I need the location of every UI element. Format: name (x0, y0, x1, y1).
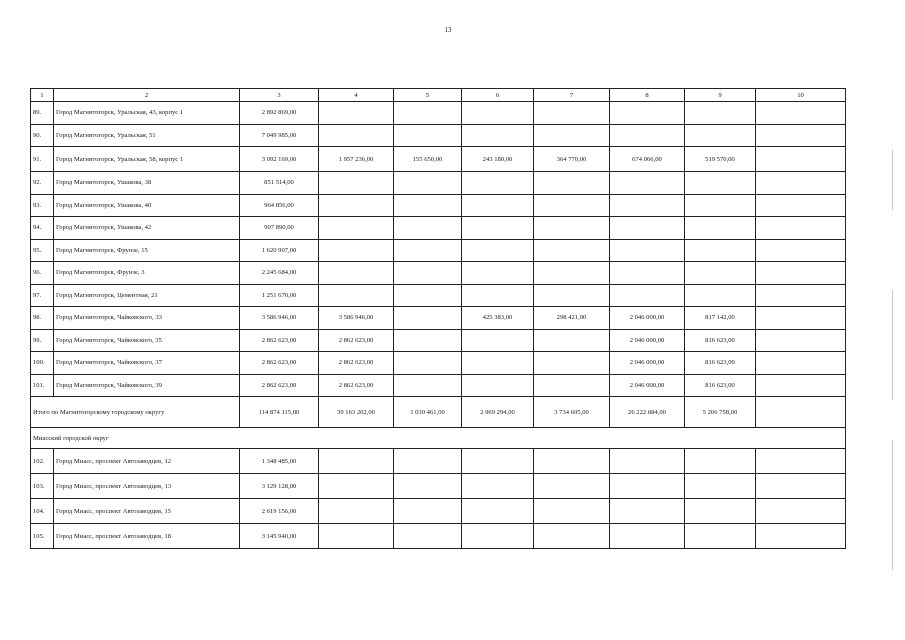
amount-cell: 816 623,00 (685, 352, 756, 375)
address-cell: Город Магнитогорск, Чайковского, 33 (54, 307, 240, 330)
table-row (31, 194, 846, 217)
page-number: 13 (444, 26, 452, 34)
table-row (31, 499, 846, 524)
amount-cell (462, 194, 534, 217)
scan-margin-mark (892, 440, 893, 570)
total-amount-cell: 1 030 461,00 (394, 397, 462, 428)
amount-cell (685, 449, 756, 474)
amount-cell: 2 046 000,00 (610, 352, 685, 375)
row-number: 102. (31, 449, 54, 474)
section-row (31, 428, 846, 449)
address-cell: Город Магнитогорск, Ушакова, 42 (54, 217, 240, 240)
row-number: 90. (31, 124, 54, 147)
amount-cell (756, 374, 846, 397)
table-row (31, 124, 846, 147)
amount-cell (319, 194, 394, 217)
amount-cell (756, 102, 846, 125)
amount-cell (394, 284, 462, 307)
row-number: 103. (31, 474, 54, 499)
amount-cell (462, 239, 534, 262)
amount-cell: 519 570,00 (685, 147, 756, 172)
address-cell: Город Магнитогорск, Чайковского, 37 (54, 352, 240, 375)
amount-cell: 2 862 623,00 (240, 352, 319, 375)
amount-cell (610, 124, 685, 147)
amount-cell (462, 262, 534, 285)
amount-cell: 2 862 623,00 (319, 374, 394, 397)
amount-cell: 2 862 623,00 (240, 329, 319, 352)
amount-cell: 3 129 128,00 (240, 474, 319, 499)
amount-cell (610, 262, 685, 285)
amount-cell (319, 449, 394, 474)
amount-cell: 2 862 623,00 (319, 329, 394, 352)
amount-cell (685, 217, 756, 240)
row-number: 93. (31, 194, 54, 217)
amount-cell (534, 374, 610, 397)
amount-cell: 907 890,00 (240, 217, 319, 240)
amount-cell (319, 124, 394, 147)
amount-cell (685, 284, 756, 307)
amount-cell (756, 474, 846, 499)
address-cell: Город Магнитогорск, Ушакова, 38 (54, 172, 240, 195)
row-number: 97. (31, 284, 54, 307)
total-amount-cell: 26 222 084,00 (610, 397, 685, 428)
table-row (31, 329, 846, 352)
amount-cell (462, 217, 534, 240)
amount-cell (534, 194, 610, 217)
amount-cell (534, 474, 610, 499)
table-row (31, 524, 846, 549)
amount-cell (462, 124, 534, 147)
amount-cell (394, 449, 462, 474)
row-number: 100. (31, 352, 54, 375)
amount-cell (756, 239, 846, 262)
amount-cell (534, 102, 610, 125)
amount-cell (756, 499, 846, 524)
amount-cell (685, 239, 756, 262)
total-label: Итого по Магнитогорскому городскому округу (31, 397, 240, 428)
table-row (31, 147, 846, 172)
header-cell: 3 (240, 89, 319, 102)
amount-cell (534, 499, 610, 524)
amount-cell (756, 147, 846, 172)
total-amount-cell: 2 969 294,00 (462, 397, 534, 428)
amount-cell (319, 172, 394, 195)
total-amount-cell: 3 734 605,00 (534, 397, 610, 428)
amount-cell (534, 239, 610, 262)
amount-cell: 155 650,00 (394, 147, 462, 172)
header-cell: 10 (756, 89, 846, 102)
table-row (31, 262, 846, 285)
amount-cell (462, 499, 534, 524)
header-row (31, 89, 846, 102)
amount-cell: 1 620 907,00 (240, 239, 319, 262)
amount-cell (610, 499, 685, 524)
amount-cell: 3 145 940,00 (240, 524, 319, 549)
address-cell: Город Миасс, проспект Автозаводцев, 13 (54, 474, 240, 499)
row-number: 99. (31, 329, 54, 352)
amount-cell: 674 066,00 (610, 147, 685, 172)
amount-cell (610, 474, 685, 499)
amount-cell (610, 172, 685, 195)
amount-cell (394, 329, 462, 352)
header-cell: 4 (319, 89, 394, 102)
amount-cell: 425 383,00 (462, 307, 534, 330)
address-cell: Город Магнитогорск, Фрунзе, 15 (54, 239, 240, 262)
table-row (31, 449, 846, 474)
header-cell: 9 (685, 89, 756, 102)
amount-cell (756, 217, 846, 240)
amount-cell (394, 172, 462, 195)
amount-cell (394, 524, 462, 549)
table-row (31, 307, 846, 330)
amount-cell: 2 245 684,00 (240, 262, 319, 285)
table-row (31, 239, 846, 262)
budget-table (30, 88, 846, 549)
header-cell: 8 (610, 89, 685, 102)
header-cell: 5 (394, 89, 462, 102)
address-cell: Город Магнитогорск, Уральская, 43, корпус 1 (54, 102, 240, 125)
row-number: 98. (31, 307, 54, 330)
amount-cell (534, 284, 610, 307)
amount-cell: 816 623,00 (685, 374, 756, 397)
amount-cell (462, 524, 534, 549)
amount-cell (394, 194, 462, 217)
amount-cell (610, 449, 685, 474)
header-cell: 6 (462, 89, 534, 102)
amount-cell (534, 329, 610, 352)
scan-margin-mark (892, 150, 893, 210)
table-row (31, 284, 846, 307)
table-row (31, 474, 846, 499)
amount-cell (685, 474, 756, 499)
amount-cell (534, 172, 610, 195)
amount-cell (462, 172, 534, 195)
table-row (31, 374, 846, 397)
total-amount-cell (756, 397, 846, 428)
amount-cell (685, 499, 756, 524)
amount-cell (462, 474, 534, 499)
address-cell: Город Магнитогорск, Фрунзе, 3 (54, 262, 240, 285)
amount-cell: 2 046 000,00 (610, 329, 685, 352)
amount-cell (319, 474, 394, 499)
amount-cell (394, 262, 462, 285)
amount-cell: 2 862 623,00 (240, 374, 319, 397)
section-title: Миасский городской округ (31, 428, 846, 449)
amount-cell (534, 262, 610, 285)
amount-cell (685, 262, 756, 285)
total-row (31, 397, 846, 428)
address-cell: Город Магнитогорск, Ушакова, 40 (54, 194, 240, 217)
amount-cell (462, 352, 534, 375)
row-number: 92. (31, 172, 54, 195)
amount-cell: 1 251 670,00 (240, 284, 319, 307)
amount-cell (319, 102, 394, 125)
address-cell: Город Миасс, проспект Автозаводцев, 18 (54, 524, 240, 549)
amount-cell (462, 374, 534, 397)
total-amount-cell: 114 874 115,00 (240, 397, 319, 428)
amount-cell (756, 124, 846, 147)
amount-cell: 3 586 946,00 (240, 307, 319, 330)
amount-cell (610, 217, 685, 240)
amount-cell (610, 239, 685, 262)
amount-cell: 851 514,00 (240, 172, 319, 195)
amount-cell (756, 284, 846, 307)
row-number: 95. (31, 239, 54, 262)
amount-cell (610, 102, 685, 125)
header-cell: 1 (31, 89, 54, 102)
scan-margin-mark (892, 290, 893, 400)
amount-cell (685, 194, 756, 217)
row-number: 96. (31, 262, 54, 285)
amount-cell (534, 217, 610, 240)
amount-cell (534, 352, 610, 375)
address-cell: Город Магнитогорск, Уральская, 51 (54, 124, 240, 147)
amount-cell (685, 102, 756, 125)
header-cell: 7 (534, 89, 610, 102)
amount-cell: 7 049 985,00 (240, 124, 319, 147)
amount-cell (756, 307, 846, 330)
amount-cell (756, 524, 846, 549)
amount-cell (394, 102, 462, 125)
amount-cell: 1 957 236,00 (319, 147, 394, 172)
amount-cell (394, 124, 462, 147)
amount-cell: 816 623,00 (685, 329, 756, 352)
address-cell: Город Магнитогорск, Уральская, 58, корпус 1 (54, 147, 240, 172)
row-number: 101. (31, 374, 54, 397)
amount-cell (462, 449, 534, 474)
amount-cell (756, 329, 846, 352)
amount-cell: 3 586 946,00 (319, 307, 394, 330)
amount-cell (756, 262, 846, 285)
total-amount-cell: 5 206 758,00 (685, 397, 756, 428)
row-number: 94. (31, 217, 54, 240)
amount-cell (534, 449, 610, 474)
address-cell: Город Миасс, проспект Автозаводцев, 12 (54, 449, 240, 474)
table-row (31, 352, 846, 375)
amount-cell (394, 374, 462, 397)
row-number: 105. (31, 524, 54, 549)
amount-cell (462, 102, 534, 125)
amount-cell (462, 284, 534, 307)
amount-cell: 364 770,00 (534, 147, 610, 172)
table-row (31, 102, 846, 125)
amount-cell: 2 892 869,00 (240, 102, 319, 125)
amount-cell (610, 524, 685, 549)
address-cell: Город Магнитогорск, Цементная, 21 (54, 284, 240, 307)
amount-cell (685, 124, 756, 147)
amount-cell: 243 180,00 (462, 147, 534, 172)
amount-cell (685, 172, 756, 195)
amount-cell (319, 284, 394, 307)
amount-cell (394, 352, 462, 375)
amount-cell: 817 142,00 (685, 307, 756, 330)
amount-cell (319, 499, 394, 524)
header-cell: 2 (54, 89, 240, 102)
amount-cell (534, 124, 610, 147)
amount-cell (610, 194, 685, 217)
amount-cell (610, 284, 685, 307)
amount-cell: 2 619 156,00 (240, 499, 319, 524)
amount-cell: 2 046 000,00 (610, 374, 685, 397)
amount-cell (319, 524, 394, 549)
row-number: 89. (31, 102, 54, 125)
amount-cell (394, 499, 462, 524)
amount-cell (756, 194, 846, 217)
amount-cell (319, 217, 394, 240)
amount-cell: 1 348 485,00 (240, 449, 319, 474)
amount-cell (319, 239, 394, 262)
table-row (31, 217, 846, 240)
amount-cell (756, 352, 846, 375)
table-row (31, 172, 846, 195)
total-amount-cell: 39 163 202,00 (319, 397, 394, 428)
amount-cell: 2 862 623,00 (319, 352, 394, 375)
amount-cell (394, 474, 462, 499)
amount-cell: 964 856,00 (240, 194, 319, 217)
address-cell: Город Миасс, проспект Автозаводцев, 15 (54, 499, 240, 524)
row-number: 91. (31, 147, 54, 172)
amount-cell (756, 449, 846, 474)
amount-cell: 3 092 169,00 (240, 147, 319, 172)
amount-cell (394, 239, 462, 262)
row-number: 104. (31, 499, 54, 524)
amount-cell (394, 217, 462, 240)
amount-cell (462, 329, 534, 352)
amount-cell (394, 307, 462, 330)
amount-cell (756, 172, 846, 195)
address-cell: Город Магнитогорск, Чайковского, 35 (54, 329, 240, 352)
amount-cell (319, 262, 394, 285)
amount-cell: 2 046 000,00 (610, 307, 685, 330)
amount-cell (685, 524, 756, 549)
amount-cell (534, 524, 610, 549)
amount-cell: 298 421,00 (534, 307, 610, 330)
address-cell: Город Магнитогорск, Чайковского, 39 (54, 374, 240, 397)
